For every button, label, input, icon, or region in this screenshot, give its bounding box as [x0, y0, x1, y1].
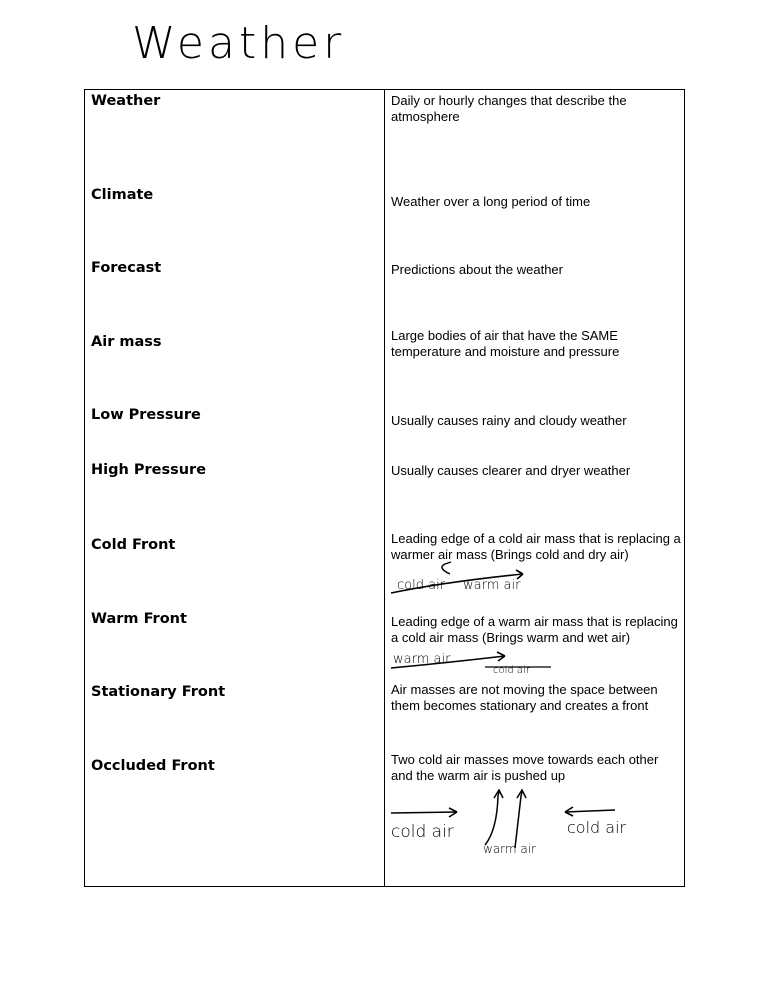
- term-weather: Weather: [91, 93, 161, 109]
- page-title: Weather: [132, 18, 346, 69]
- occluded-left-label: cold air: [391, 822, 454, 842]
- term-warm-front: Warm Front: [91, 611, 187, 627]
- definition-forecast: Predictions about the weather: [391, 262, 563, 277]
- definition-climate: Weather over a long period of time: [391, 194, 591, 209]
- warm-front-top-label: warm air: [393, 652, 451, 667]
- occluded-center-label: warm air: [483, 842, 537, 856]
- definition-low-pressure: Usually causes rainy and cloudy weather: [391, 413, 627, 428]
- occluded-left-arrow: [391, 812, 457, 813]
- occluded-right-label: cold air: [567, 818, 627, 837]
- occluded-rising-left: [485, 792, 499, 845]
- term-air-mass: Air mass: [91, 334, 162, 350]
- term-low-pressure: Low Pressure: [91, 407, 201, 423]
- cold-front-right-label: warm air: [463, 578, 521, 593]
- cold-front-left-label: cold air: [397, 578, 446, 593]
- definition-weather: Daily or hourly changes that describe the atmosphere: [391, 93, 627, 124]
- term-climate: Climate: [91, 187, 154, 203]
- term-cold-front: Cold Front: [91, 537, 176, 553]
- vocabulary-table: [84, 89, 685, 887]
- definition-air-mass: Large bodies of air that have the SAME temperature and moisture and pressure: [391, 328, 620, 359]
- term-high-pressure: High Pressure: [91, 462, 207, 478]
- definition-cold-front: Leading edge of a cold air mass that is replacing a warmer air mass (Brings cold and dry air): [391, 531, 681, 562]
- definition-warm-front: Leading edge of a warm air mass that is replacing a cold air mass (Brings warm and wet air): [391, 614, 678, 645]
- definition-stationary-front: Air masses are not moving the space between them becomes stationary and creates a front: [391, 682, 658, 713]
- term-stationary-front: Stationary Front: [91, 684, 226, 700]
- term-occluded-front: Occluded Front: [91, 758, 215, 774]
- definition-high-pressure: Usually causes clearer and dryer weather: [391, 463, 631, 478]
- definition-occluded-front: Two cold air masses move towards each other and the warm air is pushed up: [391, 752, 659, 783]
- term-forecast: Forecast: [91, 260, 162, 276]
- cold-front-wave-mark: [442, 562, 451, 574]
- occluded-right-arrow: [565, 810, 615, 812]
- occluded-rising-right: [515, 792, 522, 848]
- warm-front-bottom-label: cold air: [493, 665, 530, 676]
